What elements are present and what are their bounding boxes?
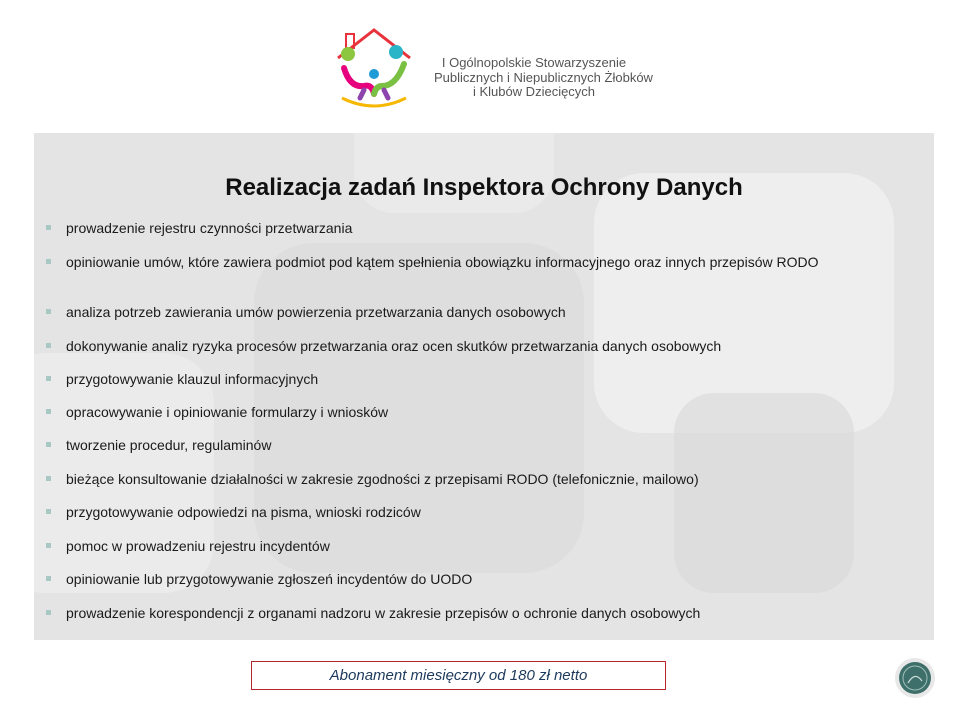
list-item-text: opiniowanie umów, które zawiera podmiot pod kątem spełnienia obowiązku informacyjnego oraz innych przepisów RODO bbox=[66, 254, 819, 270]
organization-name bbox=[434, 55, 653, 100]
square-bullet-icon bbox=[46, 376, 51, 381]
square-bullet-icon bbox=[46, 476, 51, 481]
square-bullet-icon bbox=[46, 343, 51, 348]
subscription-price-box: Abonament miesięczny od 180 zł netto bbox=[251, 661, 666, 690]
list-item-text: tworzenie procedur, regulaminów bbox=[66, 437, 272, 453]
list-item-text: bieżące konsultowanie działalności w zakresie zgodności z przepisami RODO (telefonicznie, mailowo) bbox=[66, 471, 699, 487]
square-bullet-icon bbox=[46, 225, 51, 230]
square-bullet-icon bbox=[46, 543, 51, 548]
list-item-text: przygotowywanie klauzul informacyjnych bbox=[66, 371, 319, 387]
organization-name-line-2: Publicznych i Niepublicznych Żłobków bbox=[434, 69, 653, 85]
square-bullet-icon bbox=[46, 610, 51, 615]
list-item-text: analiza potrzeb zawierania umów powierzenia przetwarzania danych osobowych bbox=[66, 304, 566, 320]
list-item-text: opracowywanie i opiniowanie formularzy i wniosków bbox=[66, 404, 389, 420]
content-panel bbox=[34, 133, 934, 640]
organization-name-line-1: I Ogólnopolskie Stowarzyszenie bbox=[441, 55, 627, 70]
list-item-text: pomoc w prowadzeniu rejestru incydentów bbox=[66, 538, 330, 554]
square-bullet-icon bbox=[46, 576, 51, 581]
list-item-text: opiniowanie lub przygotowywanie zgłoszeń incydentów do UODO bbox=[66, 571, 473, 587]
list-item-text: prowadzenie korespondencji z organami nadzoru w zakresie przepisów o ochronie danych osobowych bbox=[66, 605, 701, 621]
list-item-text: prowadzenie rejestru czynności przetwarzania bbox=[66, 220, 353, 236]
house-family-logo-icon bbox=[334, 24, 414, 114]
square-bullet-icon bbox=[46, 309, 51, 314]
decorative-circle-icon bbox=[894, 657, 936, 699]
slide-title: Realizacja zadań Inspektora Ochrony Danych bbox=[225, 174, 743, 201]
organization-logo bbox=[334, 24, 653, 114]
square-bullet-icon bbox=[46, 509, 51, 514]
organization-name-line-3: i Klubów Dziecięcych bbox=[472, 84, 596, 99]
square-bullet-icon bbox=[46, 409, 51, 414]
list-item-text: przygotowywanie odpowiedzi na pisma, wnioski rodziców bbox=[66, 504, 421, 520]
square-bullet-icon bbox=[46, 259, 51, 264]
list-item-text: dokonywanie analiz ryzyka procesów przetwarzania oraz ocen skutków przetwarzania danych osobowych bbox=[66, 338, 722, 354]
square-bullet-icon bbox=[46, 442, 51, 447]
